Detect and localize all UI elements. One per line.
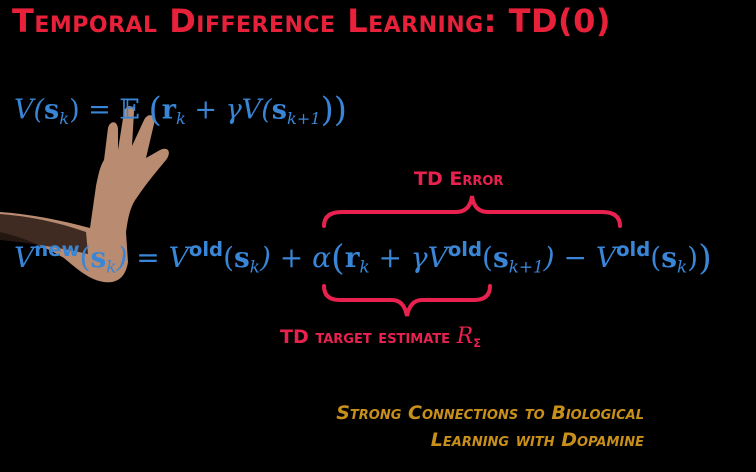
eq2-state2-sub: k [249,256,260,277]
biological-connection-note [336,400,644,454]
value-function-equation [14,90,347,129]
eq2-arg4-close: ) [687,240,699,274]
eq1-reward-sub: k [175,108,186,128]
eq1-close-paren: )) [320,90,347,129]
eq2-arg2-open: ( [223,240,234,274]
td-error-label: TD Error [414,168,504,190]
eq2-reward-sub: k [359,256,370,277]
eq1-lhs: V( [14,94,45,126]
eq2-reward: r [344,240,360,274]
eq1-equals: ) = [69,94,120,126]
eq2-arg-open: ( [79,240,91,274]
slide-title: Temporal Difference Learning: TD(0) [12,2,612,40]
eq1-state-sub: k [59,108,70,128]
footer-line-1: Strong Connections to Biological [336,402,644,424]
eq2-arg3-open: ( [482,240,493,274]
eq2-old-sup3: old [616,238,651,261]
eq2-next-state-sub: k+1 [508,256,544,277]
eq2-eq-v-old: ) = V [116,240,189,274]
td-update-equation [14,238,712,279]
eq1-next-state-sub: k+1 [286,108,321,128]
eq2-state4: s [661,240,677,274]
eq2-minus-v: ) − V [543,240,617,274]
eq2-state: s [90,240,107,274]
eq2-old-sup2: old [447,238,483,261]
td-target-label [280,324,481,350]
eq2-plus-alpha: ) + α [259,240,332,274]
eq2-arg4-open: ( [650,240,662,274]
eq2-open-paren: ( [331,238,345,279]
footer-line-2: Learning with Dopamine [430,429,644,451]
r-sigma-sub: Σ [473,335,481,350]
eq1-state: s [44,94,60,126]
eq2-next-state: s [492,240,509,274]
r-sigma-symbol: R [456,324,474,349]
td-error-brace [322,192,622,232]
eq1-reward: r [161,94,176,126]
eq2-new-sup: new [34,238,80,261]
eq1-gamma-term: + γV( [185,94,272,126]
eq1-next-state: s [271,94,287,126]
eq2-gamma-v: + γV [369,240,448,274]
eq2-v-new: V [14,240,35,274]
td-target-brace [322,284,492,320]
eq2-close-paren: ) [698,238,712,279]
eq1-expectation: 𝔼 [119,94,140,126]
td-target-text: TD target estimate [280,326,450,348]
eq2-old-sup: old [188,238,224,261]
eq2-state4-sub: k [676,256,688,277]
eq1-open-paren: ( [148,90,162,129]
eq2-state-sub: k [106,256,117,277]
eq2-state2: s [234,240,250,274]
